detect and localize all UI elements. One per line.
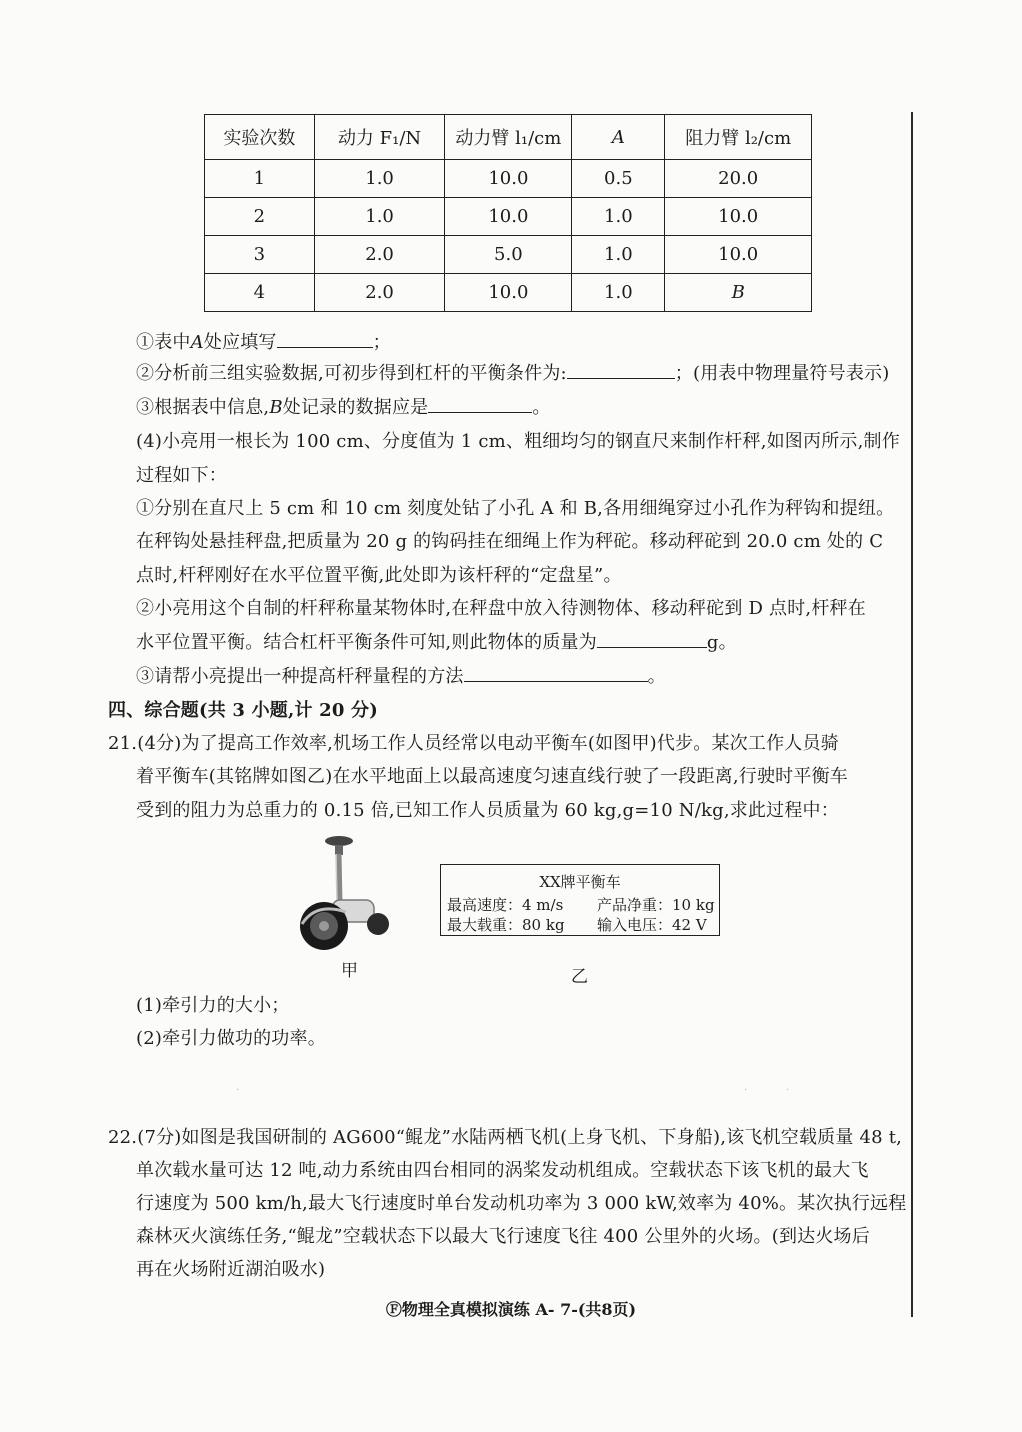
q4-intro-line1: (4)小亮用一根长为 100 cm、分度值为 1 cm、粗细均匀的钢直尺来制作杆秤,如图丙所示,制作 — [136, 431, 900, 452]
experiment-table — [204, 114, 812, 312]
q3-item3-var: B — [269, 397, 283, 418]
table-cell: 2.0 — [314, 274, 445, 312]
table-header: A — [572, 115, 665, 160]
q3-item1-end: ； — [372, 332, 391, 353]
nameplate-row — [447, 914, 707, 935]
table-cell: B — [665, 274, 812, 312]
q4-step2-unit: g。 — [706, 632, 737, 653]
scan-speck: · — [236, 1085, 240, 1096]
table-cell: 2.0 — [314, 236, 445, 274]
q22-line3: 行速度为 500 km/h,最大飞行速度时单台发动机功率为 3 000 kW,效率为 40%。某次执行远程 — [136, 1193, 907, 1214]
answer-blank[interactable] — [428, 394, 532, 413]
table-cell: 1.0 — [572, 236, 665, 274]
q4-step1-line3: 点时,杆秤刚好在水平位置平衡,此处即为该杆秤的“定盘星”。 — [136, 565, 622, 586]
q4-step2-text: 水平位置平衡。结合杠杆平衡条件可知,则此物体的质量为 — [136, 632, 597, 653]
answer-blank[interactable] — [597, 629, 707, 648]
q3-item1 — [136, 328, 391, 354]
table-cell: 10.0 — [665, 198, 812, 236]
table-cell: 10.0 — [665, 236, 812, 274]
nameplate — [440, 864, 720, 936]
q3-item3-post: 处记录的数据应是 — [282, 397, 429, 418]
q22-line4: 森林灭火演练任务,“鲲龙”空载状态下以最大飞行速度飞往 400 公里外的火场。(到达火场后 — [136, 1226, 870, 1247]
answer-blank[interactable] — [277, 329, 373, 348]
table-cell: 1.0 — [314, 160, 445, 198]
section-heading: 四、综合题(共 3 小题,计 20 分) — [108, 700, 378, 721]
q3-item1-pre: ①表中 — [136, 332, 191, 353]
scan-speck: · — [744, 1085, 748, 1096]
q4-step3-text: ③请帮小亮提出一种提高杆秤量程的方法 — [136, 666, 464, 687]
q3-item2-end: ；(用表中物理量符号表示) — [674, 363, 890, 384]
binding-margin-line — [911, 112, 913, 1317]
table-header-row — [205, 115, 812, 160]
q4-intro-line2: 过程如下： — [136, 465, 227, 486]
table-cell: 0.5 — [572, 160, 665, 198]
table-cell: 10.0 — [445, 274, 572, 312]
input-voltage: 输入电压：42 V — [597, 916, 707, 934]
table-row — [205, 274, 812, 312]
q4-step3 — [136, 662, 666, 688]
table-header: 实验次数 — [205, 115, 315, 160]
q3-item3 — [136, 393, 551, 419]
table-header: 动力 F₁/N — [314, 115, 445, 160]
table-header: 阻力臂 l₂/cm — [665, 115, 812, 160]
q4-step2-line2 — [136, 628, 737, 654]
table-cell: 1.0 — [572, 198, 665, 236]
scan-speck: · — [786, 1085, 790, 1096]
table-cell: 20.0 — [665, 160, 812, 198]
max-load: 最大载重：80 kg — [447, 916, 565, 934]
table-cell: 1 — [205, 160, 315, 198]
nameplate-row — [447, 894, 715, 915]
q3-item2-pre: ②分析前三组实验数据,可初步得到杠杆的平衡条件为: — [136, 363, 567, 384]
q22-line2: 单次载水量可达 12 吨,动力系统由四台相同的涡桨发动机组成。空载状态下该飞机的最大飞 — [136, 1160, 869, 1181]
q22-line1: 22.(7分)如图是我国研制的 AG600“鲲龙”水陆两栖飞机(上身飞机、下身船),该飞机空载质量 48 t, — [108, 1127, 903, 1148]
table-header: 动力臂 l₁/cm — [445, 115, 572, 160]
q21-sub1: (1)牵引力的大小； — [136, 995, 290, 1016]
table-cell: 1.0 — [572, 274, 665, 312]
table-cell: 10.0 — [445, 160, 572, 198]
nameplate-title: XX牌平衡车 — [539, 873, 621, 891]
q4-step3-end: 。 — [647, 666, 666, 687]
table-row — [205, 160, 812, 198]
q3-item3-pre: ③根据表中信息, — [136, 397, 270, 418]
q21-line1: 21.(4分)为了提高工作效率,机场工作人员经常以电动平衡车(如图甲)代步。某次工作人员骑 — [108, 733, 839, 754]
q4-step1-line1: ①分别在直尺上 5 cm 和 10 cm 刻度处钻了小孔 A 和 B,各用细绳穿过小孔作为秤钩和提纽。 — [136, 498, 895, 519]
q3-item2 — [136, 359, 889, 385]
q21-line2: 着平衡车(其铭牌如图乙)在水平地面上以最高速度匀速直线行驶了一段距离,行驶时平衡车 — [136, 766, 848, 787]
figure-b-label: 乙 — [571, 967, 588, 987]
answer-blank[interactable] — [567, 360, 675, 379]
q3-item3-end: 。 — [532, 397, 551, 418]
table-cell: 3 — [205, 236, 315, 274]
table-row — [205, 236, 812, 274]
q3-item1-var: A — [190, 332, 204, 353]
table-cell: 1.0 — [314, 198, 445, 236]
max-speed: 最高速度：4 m/s — [447, 896, 564, 914]
figure-a-label: 甲 — [341, 961, 358, 981]
answer-blank[interactable] — [464, 663, 648, 682]
q21-line3: 受到的阻力为总重力的 0.15 倍,已知工作人员质量为 60 kg,g=10 N/kg,求此过程中： — [136, 800, 839, 821]
q4-step2-line1: ②小亮用这个自制的杆秤称量某物体时,在秤盘中放入待测物体、移动秤砣到 D 点时,杆秤在 — [136, 598, 866, 619]
q22-line5: 再在火场附近湖泊吸水) — [136, 1259, 326, 1280]
table-row — [205, 198, 812, 236]
table-cell: 2 — [205, 198, 315, 236]
table-cell: 4 — [205, 274, 315, 312]
net-weight: 产品净重：10 kg — [597, 896, 715, 914]
q21-sub2: (2)牵引力做功的功率。 — [136, 1028, 326, 1049]
table-cell: 10.0 — [445, 198, 572, 236]
q3-item1-post: 处应填写 — [203, 332, 277, 353]
balance-car-image — [296, 832, 392, 956]
page-footer: Ⓕ物理全真模拟演练 A- 7-(共8页) — [385, 1300, 637, 1319]
table-cell: 5.0 — [445, 236, 572, 274]
q4-step1-line2: 在秤钩处悬挂秤盘,把质量为 20 g 的钩码挂在细绳上作为秤砣。移动秤砣到 20.0 cm 处的 C — [136, 531, 884, 552]
